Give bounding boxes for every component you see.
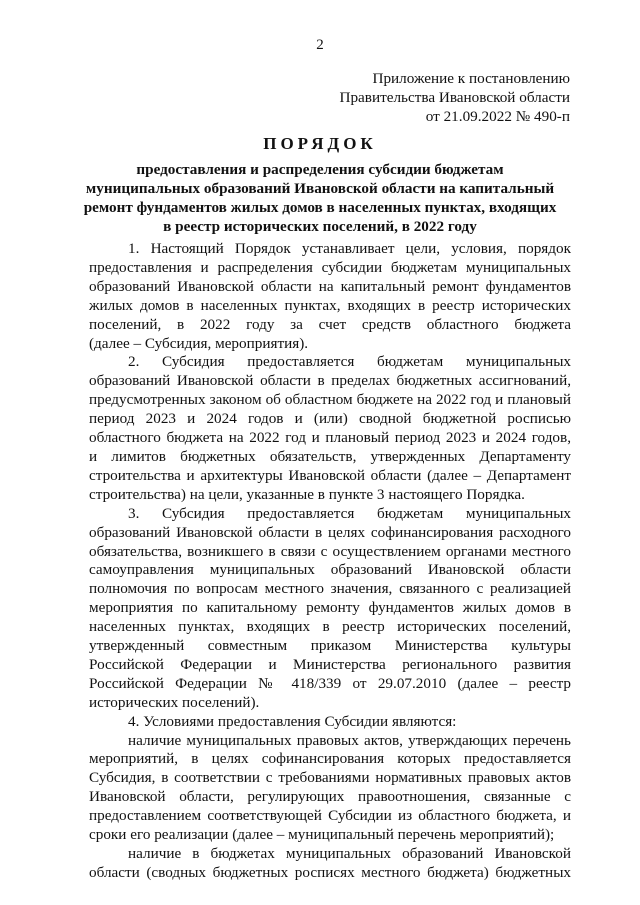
paragraph-line: самоуправления муниципальных образований Ивановской области [89, 561, 571, 579]
paragraph-line: Ивановской области, регулирующих правоотношения, связанные с [89, 788, 571, 806]
paragraph-line: строительства) на цели, указанные в пункте 3 настоящего Порядка. [89, 485, 525, 503]
paragraph-line: областного бюджета на 2022 год и плановый период 2023 и 2024 годов, [89, 429, 571, 447]
paragraph-line: период 2023 и 2024 годов и (или) сводной бюджетной росписью [89, 410, 571, 428]
appendix-line: Правительства Ивановской области [339, 89, 570, 106]
appendix-block [340, 69, 571, 126]
paragraph-line: Субсидия, в соответствии с требованиями нормативных правовых актов [89, 769, 571, 787]
paragraph-line: (далее – Субсидия, мероприятия). [89, 334, 309, 352]
appendix-line: от 21.09.2022 № 490-п [425, 108, 570, 125]
subtitle-line: предоставления и распределения субсидии бюджетам [136, 161, 504, 178]
paragraph-line: области (сводных бюджетных росписях местного бюджета) бюджетных [89, 863, 571, 881]
paragraph-line: исторических поселений). [89, 693, 260, 711]
paragraph-line: полномочия по вопросам местного значения, связанного с реализацией [89, 580, 571, 598]
document-title: ПОРЯДОК [263, 134, 377, 153]
paragraph-line: предоставления и распределения субсидии бюджетам муниципальных [89, 258, 571, 276]
paragraph-line: Российской Федерации № 418/339 от 29.07.2010 (далее – реестр [89, 674, 571, 692]
paragraph-line: поселений, в 2022 году за счет средств областного бюджета [89, 315, 571, 333]
paragraph-line: образований Ивановской области на капитальный ремонт фундаментов [89, 277, 571, 295]
paragraph-line: наличие муниципальных правовых актов, утверждающих перечень [128, 731, 571, 749]
paragraph-line: образований Ивановской области в целях софинансирования расходного [89, 523, 571, 541]
document-subtitle [0, 160, 640, 236]
subtitle-line: в реестр исторических поселений, в 2022 году [163, 218, 477, 235]
paragraph-line: строительства и архитектуры Ивановской области (далее – Департамент [89, 466, 571, 484]
paragraph-line: населенных пунктах, входящих в реестр исторических поселений, [89, 618, 571, 636]
paragraph-line: сроки его реализации (далее – муниципальный перечень мероприятий); [89, 826, 555, 844]
subtitle-line: ремонт фундаментов жилых домов в населенных пунктах, входящих [83, 199, 557, 216]
paragraph-line: утвержденный совместным приказом Министерства культуры [89, 637, 571, 655]
document-body [89, 240, 571, 883]
paragraph-line: 1. Настоящий Порядок устанавливает цели, условия, порядок [128, 240, 571, 257]
appendix-line: Приложение к постановлению [372, 70, 570, 87]
paragraph-line: жилых домов в населенных пунктах, входящих в реестр исторических [89, 296, 571, 314]
paragraph-line: образований Ивановской области в пределах бюджетных ассигнований, [89, 372, 571, 390]
page-number: 2 [316, 37, 324, 53]
paragraph-line: мероприятия по капитальному ремонту фундаментов жилых домов в [89, 599, 571, 617]
paragraph-line: обязательства, возникшего в связи с осуществлением органами местного [89, 542, 571, 560]
paragraph-line: Российской Федерации и Министерства регионального развития [89, 655, 571, 673]
paragraph-line: 3. Субсидия предоставляется бюджетам муниципальных [128, 504, 571, 522]
paragraph-line: и лимитов бюджетных обязательств, утвержденных Департаменту [89, 447, 571, 465]
paragraph-line: мероприятий, в целях софинансирования которых предоставляется [89, 750, 571, 768]
paragraph-line: предусмотренных законом об областном бюджете на 2022 год и плановый [89, 391, 571, 409]
paragraph-line: 2. Субсидия предоставляется бюджетам муниципальных [128, 353, 571, 371]
paragraph-line: 4. Условиями предоставления Субсидии являются: [128, 712, 457, 730]
paragraph-line: предоставлением соответствующей Субсидии из областного бюджета, и [89, 807, 571, 825]
subtitle-line: муниципальных образований Ивановской области на капитальный [85, 180, 555, 197]
paragraph-line: наличие в бюджетах муниципальных образований Ивановской [128, 845, 571, 862]
